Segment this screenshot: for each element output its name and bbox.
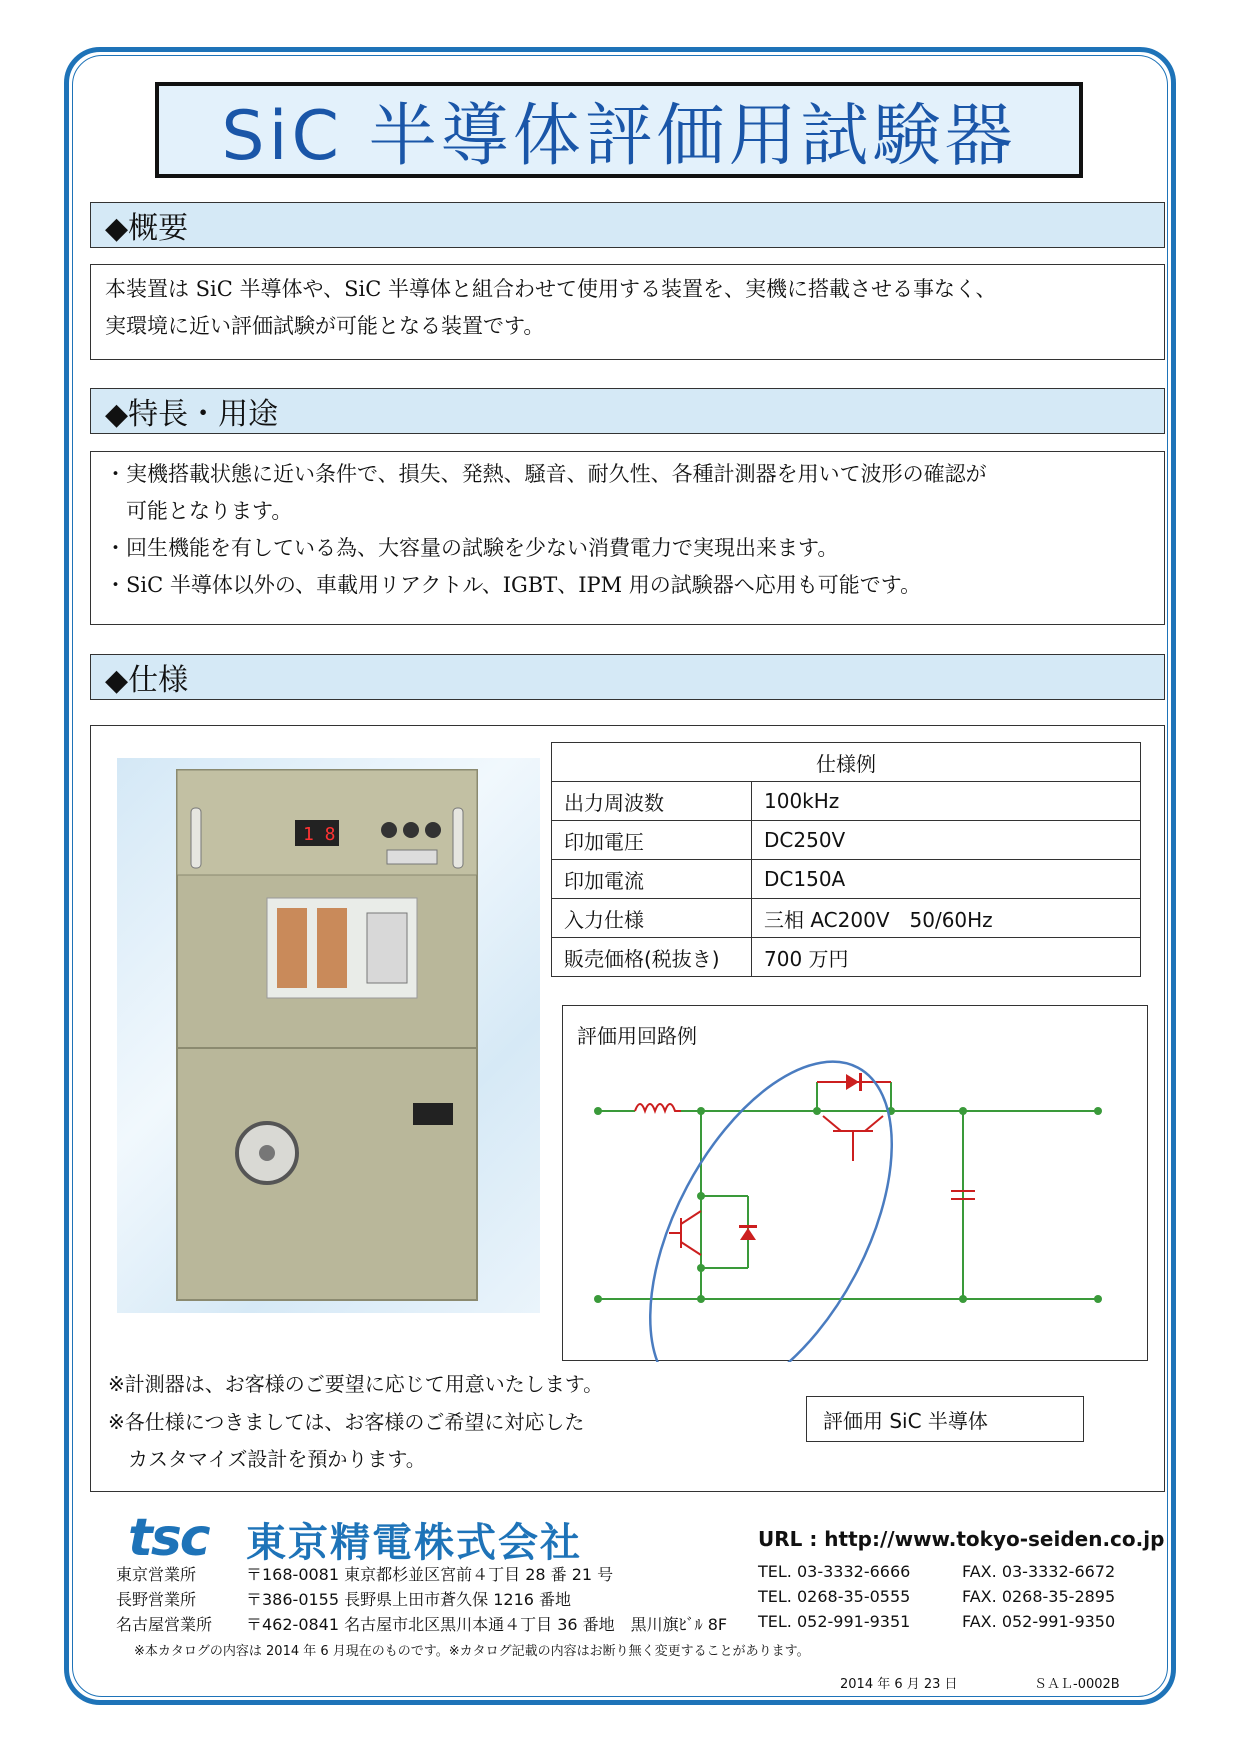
- overview-box: [90, 264, 1165, 360]
- spec-key: 出力周波数: [552, 782, 752, 821]
- title-banner: [155, 82, 1083, 178]
- table-row: [552, 938, 1141, 977]
- table-row: [552, 860, 1141, 899]
- spec-note: カスタマイズ設計を預かります。: [108, 1447, 426, 1471]
- office-address: 〒168-0081 東京都杉並区宮前４丁目 28 番 21 号: [246, 1565, 614, 1584]
- spec-note: ※各仕様につきましては、お客様のご希望に対応した: [108, 1410, 585, 1434]
- spec-table: [551, 742, 1141, 977]
- document-code: ＳＡＬ-0002B: [1034, 1677, 1120, 1692]
- office-tel: TEL. 052-991-9351: [758, 1612, 911, 1631]
- features-box: [90, 451, 1165, 625]
- features-heading: ◆特長・用途: [90, 388, 1165, 434]
- table-title: 仕様例: [552, 743, 1141, 782]
- company-name: 東京精電株式会社: [246, 1520, 582, 1566]
- table-row: [552, 782, 1141, 821]
- circuit-diagram: [562, 1005, 1148, 1361]
- spec-value: DC150A: [752, 860, 1141, 899]
- spec-key: 販売価格(税抜き): [552, 938, 752, 977]
- overview-heading: ◆概要: [90, 202, 1165, 248]
- spec-value: DC250V: [752, 821, 1141, 860]
- issue-date: 2014 年 6 月 23 日: [840, 1677, 958, 1692]
- company-url: URL : http://www.tokyo-seiden.co.jp: [758, 1527, 1165, 1551]
- spec-value: 100kHz: [752, 782, 1141, 821]
- office-tel: TEL. 0268-35-0555: [758, 1587, 911, 1606]
- svg-text:1 8: 1 8: [303, 824, 336, 845]
- spec-key: 入力仕様: [552, 899, 752, 938]
- feature-item: 可能となります。: [105, 499, 293, 523]
- feature-item: ・実機搭載状態に近い条件で、損失、発熱、騒音、耐久性、各種計測器を用いて波形の確認が: [105, 462, 987, 486]
- office-fax: FAX. 0268-35-2895: [962, 1587, 1116, 1606]
- page-title: SiC 半導体評価用試験器: [221, 96, 1017, 176]
- table-row: [552, 899, 1141, 938]
- office-name: 東京営業所: [116, 1565, 197, 1584]
- office-tel: TEL. 03-3332-6666: [758, 1562, 911, 1581]
- feature-item: ・回生機能を有している為、大容量の試験を少ない消費電力で実現出来ます。: [105, 536, 839, 560]
- overview-line: 本装置は SiC 半導体や、SiC 半導体と組合わせて使用する装置を、実機に搭載させる事なく、: [105, 277, 997, 301]
- circuit-schematic: [563, 1006, 1149, 1362]
- office-address: 〒386-0155 長野県上田市蒼久保 1216 番地: [246, 1590, 572, 1609]
- office-name: 名古屋営業所: [116, 1615, 213, 1634]
- office-fax: FAX. 03-3332-6672: [962, 1562, 1116, 1581]
- device-label: 評価用 SiC 半導体: [806, 1396, 1084, 1442]
- spec-value: 700 万円: [752, 938, 1141, 977]
- device-photo: [117, 758, 540, 1313]
- specs-heading: ◆仕様: [90, 654, 1165, 700]
- disclaimer: ※本カタログの内容は 2014 年 6 月現在のものです。※カタログ記載の内容はお断り無く変更することがあります。: [134, 1644, 810, 1659]
- office-address: 〒462-0841 名古屋市北区黒川本通４丁目 36 番地 黒川旗ﾋﾞﾙ 8F: [246, 1615, 728, 1634]
- company-logo: tsc: [128, 1508, 209, 1568]
- spec-note: ※計測器は、お客様のご要望に応じて用意いたします。: [108, 1372, 604, 1396]
- overview-line: 実環境に近い評価試験が可能となる装置です。: [105, 314, 545, 338]
- table-row: [552, 743, 1141, 782]
- spec-key: 印加電流: [552, 860, 752, 899]
- office-fax: FAX. 052-991-9350: [962, 1612, 1116, 1631]
- spec-key: 印加電圧: [552, 821, 752, 860]
- feature-item: ・SiC 半導体以外の、車載用リアクトル、IGBT、IPM 用の試験器へ応用も可能です。: [105, 573, 922, 597]
- circuit-title: 評価用回路例: [577, 1024, 697, 1048]
- table-row: [552, 821, 1141, 860]
- cabinet-illustration: [117, 758, 540, 1313]
- office-name: 長野営業所: [116, 1590, 197, 1609]
- spec-value: 三相 AC200V 50/60Hz: [752, 899, 1141, 938]
